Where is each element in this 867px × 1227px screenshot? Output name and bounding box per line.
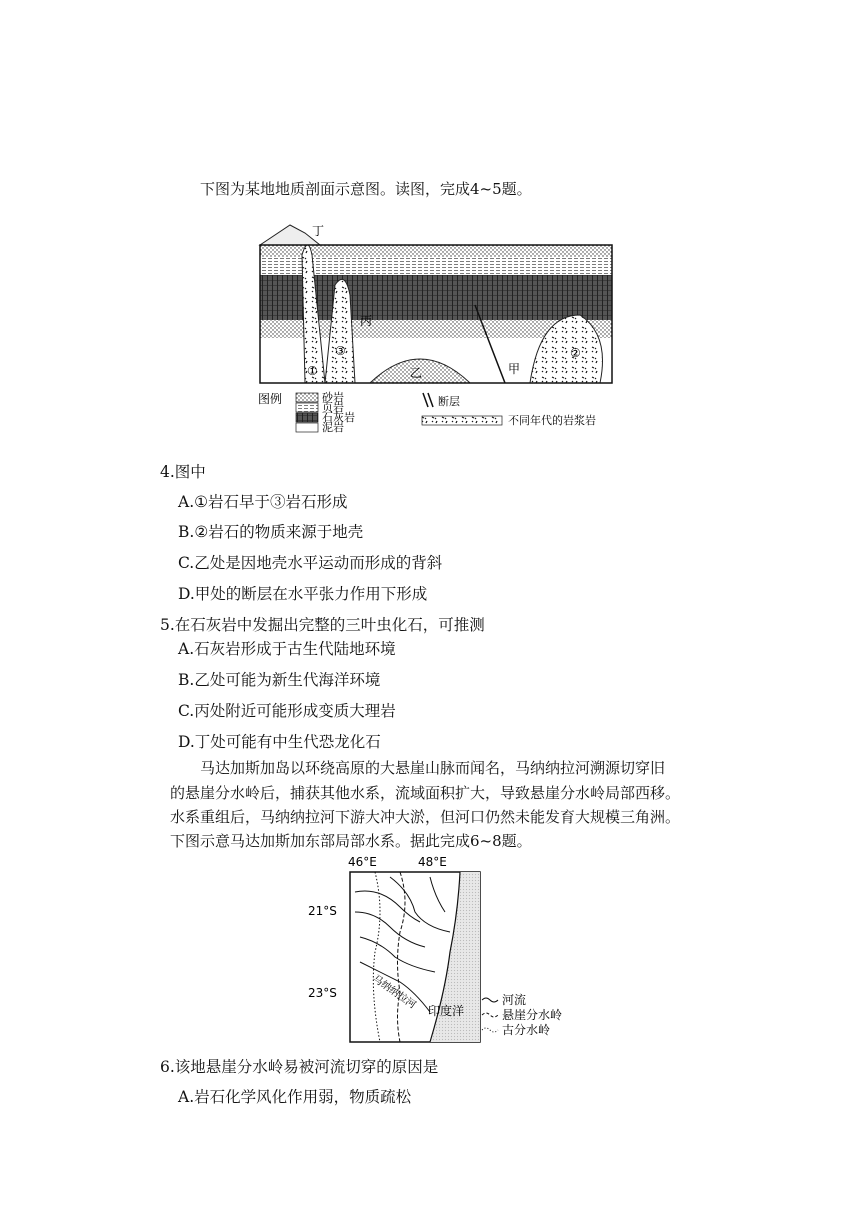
q5-option-a[interactable]: A.石灰岩形成于古生代陆地环境 (178, 640, 396, 658)
q6-stem: 6.该地悬崖分水岭易被河流切穿的原因是 (160, 1058, 439, 1076)
intro2-line-2: 的悬崖分水岭后，捕获其他水系，流域面积扩大，导致悬崖分水岭局部西移。 (170, 784, 681, 802)
legend-old: 古分水岭 (502, 1023, 551, 1037)
lon-46: 46°E (348, 855, 377, 869)
intro2-line-1: 马达加斯加岛以环绕高原的大悬崖山脉而闻名，马纳纳拉河溯源切穿旧 (200, 759, 666, 777)
q5-option-d[interactable]: D.丁处可能有中生代恐龙化石 (178, 733, 381, 751)
legend-magma: 不同年代的岩浆岩 (508, 414, 596, 427)
madagascar-map-figure (300, 852, 600, 1047)
q4-option-d[interactable]: D.甲处的断层在水平张力作用下形成 (178, 585, 428, 603)
label-bing: 丙 (360, 314, 373, 328)
q6-option-a[interactable]: A.岩石化学风化作用弱，物质疏松 (178, 1088, 412, 1106)
label-jia: 甲 (508, 362, 521, 376)
intro2-line-4: 下图示意马达加斯加东部局部水系。据此完成6~8题。 (170, 832, 532, 850)
lat-21: 21°S (308, 904, 337, 918)
legend-magma-icon (422, 416, 502, 425)
legend-shale: 页岩 (322, 401, 344, 414)
q5-stem: 5.在石灰岩中发掘出完整的三叶虫化石，可推测 (160, 616, 485, 634)
volcano (260, 225, 320, 245)
legend-fault: 断层 (438, 395, 460, 408)
river-name: 马纳纳拉河 (370, 973, 418, 1012)
layer-top-sand (260, 245, 612, 257)
q4-option-c[interactable]: C.乙处是因地壳水平运动而形成的背斜 (178, 554, 443, 572)
q5-option-b[interactable]: B.乙处可能为新生代海洋环境 (178, 671, 381, 689)
intro-text-1: 下图为某地地质剖面示意图。读图，完成4~5题。 (200, 180, 532, 198)
lat-23: 23°S (308, 986, 337, 1000)
lon-48: 48°E (418, 855, 447, 869)
legend-cliff: 悬崖分水岭 (502, 1008, 563, 1022)
legend-sandstone: 砂岩 (322, 391, 344, 404)
label-c1: ① (307, 364, 318, 378)
label-yi: 乙 (410, 366, 423, 380)
geologic-section-figure (250, 215, 630, 465)
legend-cliff-icon (482, 1013, 498, 1017)
legend-river-icon (482, 998, 498, 1002)
q5-option-c[interactable]: C.丙处附近可能形成变质大理岩 (178, 702, 396, 720)
intro2-line-3: 水系重组后，马纳纳拉河下游大冲大淤，但河口仍然未能发育大规模三角洲。 (170, 808, 681, 826)
legend-river: 河流 (502, 993, 527, 1007)
legend-limestone: 石灰岩 (322, 411, 355, 424)
ocean-label: 印度洋 (428, 1004, 465, 1018)
legend-fault-icon (423, 393, 433, 407)
label-c2: ② (570, 346, 581, 360)
label-c3: ③ (335, 344, 346, 358)
legend-mudstone: 泥岩 (322, 421, 344, 434)
label-ding: 丁 (312, 224, 325, 238)
legend-title: 图例 (258, 392, 283, 406)
q4-option-a[interactable]: A.①岩石早于③岩石形成 (178, 493, 348, 511)
q4-option-b[interactable]: B.②岩石的物质来源于地壳 (178, 523, 364, 541)
legend-old-icon (482, 1028, 498, 1032)
q4-stem: 4.图中 (160, 463, 206, 481)
